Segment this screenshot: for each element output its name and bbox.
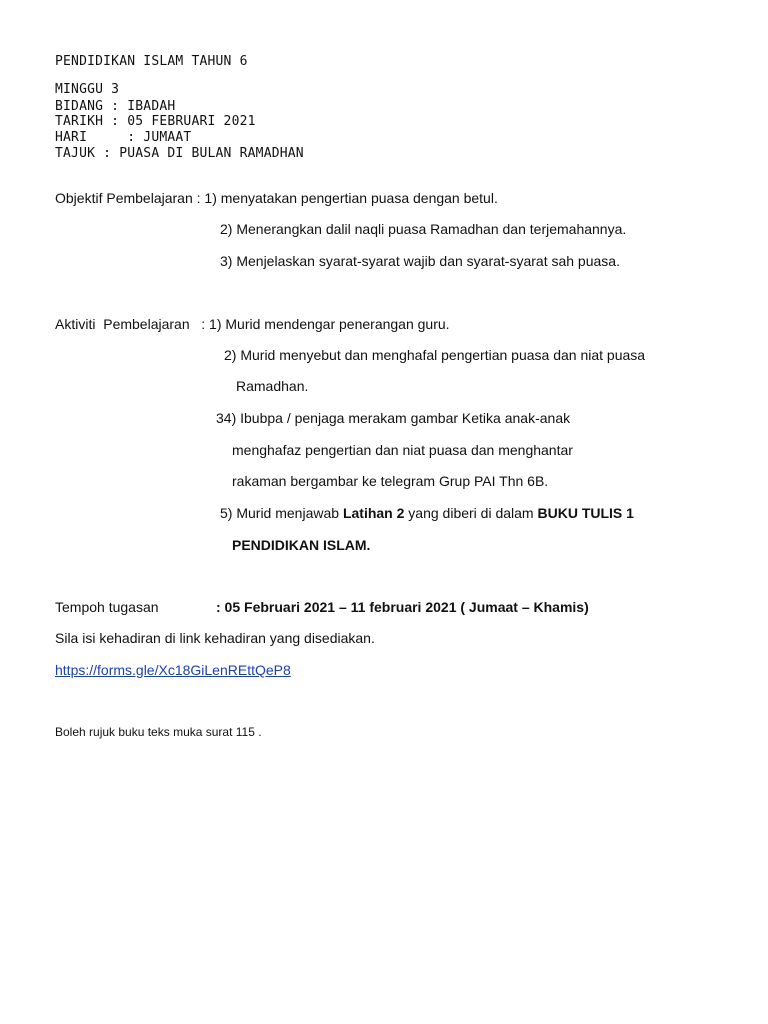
- document-title: PENDIDIKAN ISLAM TAHUN 6: [55, 54, 248, 69]
- aktiviti-item-3-line1: 34) Ibubpa / penjaga merakam gambar Ketika anak-anak: [216, 410, 571, 426]
- minggu-line: MINGGU 3: [55, 82, 120, 97]
- aktiviti-item-3-line3: rakaman bergambar ke telegram Grup PAI Thn 6B.: [232, 473, 549, 489]
- aktiviti-label: Aktiviti Pembelajaran : 1) Murid mendengar penerangan guru.: [55, 316, 450, 332]
- tarikh-line: TARIKH : 05 FEBRUARI 2021: [55, 114, 256, 129]
- hari-line: HARI : JUMAAT: [55, 130, 192, 145]
- aktiviti-item-2-line2: Ramadhan.: [236, 378, 309, 394]
- latihan-label: Latihan 2: [342, 505, 405, 521]
- aktiviti-item-5-line2: PENDIDIKAN ISLAM.: [232, 537, 371, 553]
- tajuk-line: TAJUK : PUASA DI BULAN RAMADHAN: [55, 146, 304, 161]
- tempoh-value: : 05 Februari 2021 – 11 februari 2021 ( Jumaat – Khamis): [216, 599, 589, 615]
- bidang-line: BIDANG : IBADAH: [55, 99, 176, 114]
- item5-mid: yang diberi di dalam: [404, 505, 538, 521]
- aktiviti-item-2-line1: 2) Murid menyebut dan menghafal pengertian puasa dan niat puasa: [224, 347, 646, 363]
- item5-prefix: 5) Murid menjawab: [220, 505, 343, 521]
- objektif-item-3: 3) Menjelaskan syarat-syarat wajib dan syarat-syarat sah puasa.: [220, 253, 620, 269]
- buku-tulis-label: BUKU TULIS 1: [537, 505, 634, 521]
- objektif-label: Objektif Pembelajaran : 1) menyatakan pengertian puasa dengan betul.: [55, 190, 498, 206]
- aktiviti-item-3-line2: menghafaz pengertian dan niat puasa dan menghantar: [232, 442, 573, 458]
- objektif-item-2: 2) Menerangkan dalil naqli puasa Ramadhan dan terjemahannya.: [220, 221, 627, 237]
- tempoh-label: Tempoh tugasan: [55, 599, 159, 615]
- kehadiran-text: Sila isi kehadiran di link kehadiran yang disediakan.: [55, 630, 375, 646]
- rujuk-note: Boleh rujuk buku teks muka surat 115 .: [55, 725, 262, 739]
- kehadiran-link[interactable]: https://forms.gle/Xc18GiLenREttQeP8: [55, 662, 291, 678]
- aktiviti-item-5-line1: [220, 505, 634, 521]
